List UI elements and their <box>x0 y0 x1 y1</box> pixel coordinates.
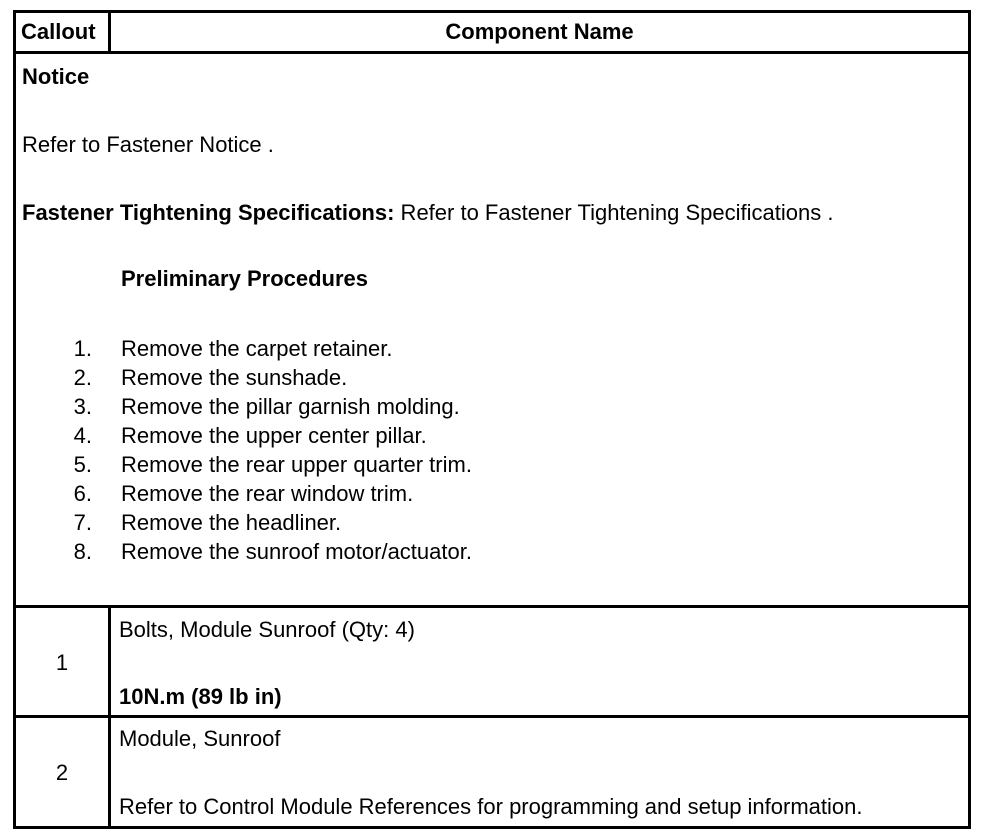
step-number: 5. <box>73 452 92 477</box>
step-number: 1. <box>73 336 92 361</box>
list-item <box>16 508 956 537</box>
step-number: 8. <box>73 539 92 564</box>
step-text: Remove the sunshade. <box>121 365 348 390</box>
list-item <box>16 421 956 450</box>
component-reference-note: Refer to Control Module References for programming and setup information. <box>119 794 863 819</box>
step-text: Remove the sunroof motor/actuator. <box>121 539 472 564</box>
step-text: Remove the pillar garnish molding. <box>121 394 460 419</box>
preliminary-procedures-title: Preliminary Procedures <box>121 266 369 291</box>
step-number: 3. <box>73 394 92 419</box>
component-name-column-header: Component Name <box>445 19 634 44</box>
step-text: Remove the carpet retainer. <box>121 336 393 361</box>
preliminary-steps-list <box>16 334 956 566</box>
fastener-notice-reference: Refer to Fastener Notice . <box>22 132 274 157</box>
component-name: Bolts, Module Sunroof (Qty: 4) <box>119 617 415 642</box>
table-row <box>16 718 968 826</box>
torque-spec: 10N.m (89 lb in) <box>119 684 282 709</box>
step-number: 7. <box>73 510 92 535</box>
tightening-spec-label: Fastener Tightening Specifications: <box>22 200 395 225</box>
list-item <box>16 479 956 508</box>
component-table <box>13 10 971 829</box>
component-name: Module, Sunroof <box>119 726 281 751</box>
step-number: 6. <box>73 481 92 506</box>
tightening-spec-line <box>22 200 833 226</box>
callout-cell <box>16 718 111 826</box>
list-item <box>16 334 956 363</box>
notice-title: Notice <box>22 64 90 89</box>
notice-section <box>16 54 968 608</box>
table-header-row <box>16 13 968 54</box>
step-text: Remove the rear window trim. <box>121 481 414 506</box>
step-number: 2. <box>73 365 92 390</box>
tightening-spec-reference: Refer to Fastener Tightening Specifications . <box>394 200 834 225</box>
step-number: 4. <box>73 423 92 448</box>
list-item <box>16 392 956 421</box>
component-cell <box>111 608 968 715</box>
step-text: Remove the rear upper quarter trim. <box>121 452 472 477</box>
component-cell <box>111 718 968 826</box>
step-text: Remove the upper center pillar. <box>121 423 427 448</box>
callout-column-header: Callout <box>16 13 111 51</box>
list-item <box>16 537 956 566</box>
callout-cell <box>16 608 111 715</box>
table-row <box>16 608 968 718</box>
list-item <box>16 450 956 479</box>
callout-number: 2 <box>55 760 69 785</box>
callout-number: 1 <box>55 650 69 675</box>
list-item <box>16 363 956 392</box>
step-text: Remove the headliner. <box>121 510 342 535</box>
